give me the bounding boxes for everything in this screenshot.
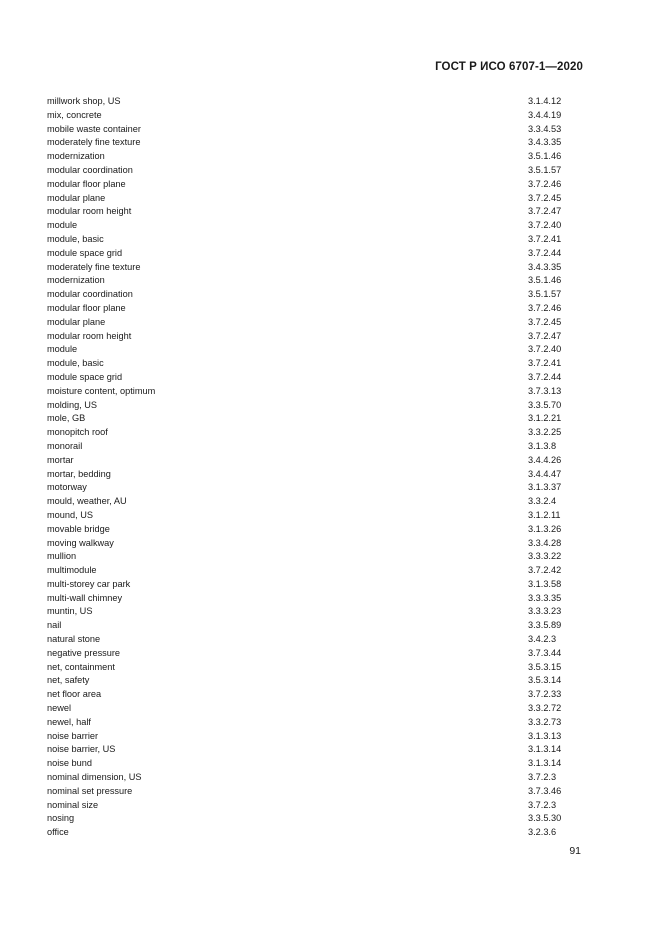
index-entry	[47, 647, 578, 661]
index-term: module	[47, 220, 78, 231]
index-ref: 3.5.1.46	[528, 151, 562, 162]
index-term: module space grid	[47, 371, 123, 382]
index-entry	[47, 371, 578, 385]
index-entry	[47, 219, 578, 233]
index-ref: 3.7.2.3	[528, 799, 557, 810]
index-ref: 3.4.4.47	[528, 468, 562, 479]
index-term: nominal size	[47, 799, 99, 810]
index-ref: 3.7.2.46	[528, 302, 562, 313]
index-entry	[47, 385, 578, 399]
index-term: negative pressure	[47, 647, 121, 658]
index-term: mix, concrete	[47, 109, 102, 120]
index-ref: 3.1.3.26	[528, 523, 562, 534]
index-entry	[47, 192, 578, 206]
index-term: module	[47, 344, 78, 355]
index-term: modular coordination	[47, 289, 133, 300]
index-ref: 3.4.3.35	[528, 261, 562, 272]
index-term: moderately fine texture	[47, 137, 141, 148]
index-term: molding, US	[47, 399, 98, 410]
index-entry	[47, 674, 578, 688]
index-ref: 3.7.3.46	[528, 785, 562, 796]
index-ref: 3.7.2.46	[528, 178, 562, 189]
index-term: noise barrier, US	[47, 744, 116, 755]
index-ref: 3.4.4.19	[528, 109, 562, 120]
index-ref: 3.3.5.89	[528, 620, 562, 631]
index-term: modular room height	[47, 206, 132, 217]
index-ref: 3.4.4.26	[528, 454, 562, 465]
index-entry	[47, 743, 578, 757]
index-entry	[47, 178, 578, 192]
index-ref: 3.7.2.3	[528, 772, 557, 783]
index-ref: 3.3.2.25	[528, 427, 562, 438]
index-ref: 3.3.5.30	[528, 813, 562, 824]
index-ref: 3.7.2.41	[528, 233, 562, 244]
index-entry	[47, 440, 578, 454]
index-term: nail	[47, 620, 62, 631]
index-term: modular room height	[47, 330, 132, 341]
index-entry	[47, 495, 578, 509]
index-entry	[47, 233, 578, 247]
document-header: ГОСТ Р ИСО 6707-1—2020	[435, 61, 583, 73]
index-ref: 3.2.3.6	[528, 827, 557, 838]
index-term: mould, weather, AU	[47, 496, 127, 507]
index-term: modular plane	[47, 192, 106, 203]
index-ref: 3.1.3.14	[528, 758, 562, 769]
index-entry	[47, 123, 578, 137]
index-ref: 3.1.3.58	[528, 578, 562, 589]
index-entry	[47, 357, 578, 371]
index-ref: 3.3.5.70	[528, 399, 562, 410]
index-term: monorail	[47, 440, 83, 451]
index-ref: 3.5.1.57	[528, 289, 562, 300]
index-entry	[47, 136, 578, 150]
index-term: module, basic	[47, 233, 104, 244]
index-term: multi-storey car park	[47, 578, 131, 589]
index-ref: 3.7.2.42	[528, 565, 562, 576]
index-ref: 3.7.2.44	[528, 247, 562, 258]
index-term: net, containment	[47, 661, 115, 672]
index-term: natural stone	[47, 634, 101, 645]
index-term: millwork shop, US	[47, 96, 121, 106]
index-term: nominal dimension, US	[47, 772, 142, 783]
index-entry	[47, 509, 578, 523]
index-ref: 3.3.4.53	[528, 123, 562, 134]
index-term: mound, US	[47, 509, 93, 520]
index-ref: 3.1.3.8	[528, 440, 557, 451]
index-entry	[47, 661, 578, 675]
index-entry	[47, 688, 578, 702]
index-entry	[47, 164, 578, 178]
index-ref: 3.7.2.47	[528, 330, 562, 341]
index-term: mobile waste container	[47, 123, 141, 134]
index-entry	[47, 399, 578, 413]
index-term: modular floor plane	[47, 178, 126, 189]
index-entry	[47, 812, 578, 826]
index-term: nominal set pressure	[47, 785, 133, 796]
index-entry	[47, 785, 578, 799]
index-term: monopitch roof	[47, 427, 108, 438]
index-term: muntin, US	[47, 606, 93, 617]
index-term: modernization	[47, 151, 105, 162]
index-entry	[47, 330, 578, 344]
page-number: 91	[569, 845, 581, 857]
index-term: mortar	[47, 454, 74, 465]
index-ref: 3.7.2.41	[528, 358, 562, 369]
index-entry	[47, 261, 578, 275]
index-entry	[47, 247, 578, 261]
index-term: modular plane	[47, 316, 106, 327]
index-entry	[47, 274, 578, 288]
index-entry	[47, 771, 578, 785]
index-term: module, basic	[47, 358, 104, 369]
index-entry	[47, 205, 578, 219]
index-term: multi-wall chimney	[47, 592, 123, 603]
index-term: noise barrier	[47, 730, 99, 741]
index-entry	[47, 578, 578, 592]
index-entry	[47, 826, 578, 840]
index-entry	[47, 619, 578, 633]
index-ref: 3.1.2.11	[528, 509, 561, 520]
index-entry	[47, 468, 578, 482]
index-entry	[47, 302, 578, 316]
index-ref: 3.5.1.46	[528, 275, 562, 286]
index-entry	[47, 95, 578, 109]
index-entry	[47, 288, 578, 302]
index-ref: 3.4.3.35	[528, 137, 562, 148]
index-ref: 3.1.3.13	[528, 730, 562, 741]
index-entry	[47, 316, 578, 330]
index-ref: 3.3.2.72	[528, 703, 562, 714]
index-term: modular floor plane	[47, 302, 126, 313]
index-entry	[47, 343, 578, 357]
index-list	[47, 95, 578, 840]
index-ref: 3.7.2.33	[528, 689, 562, 700]
index-term: moving walkway	[47, 537, 114, 548]
index-entry	[47, 412, 578, 426]
index-term: modular coordination	[47, 164, 133, 175]
index-term: mullion	[47, 551, 77, 562]
index-ref: 3.7.2.40	[528, 220, 562, 231]
index-term: office	[47, 827, 69, 838]
index-ref: 3.3.2.73	[528, 716, 562, 727]
index-ref: 3.3.3.22	[528, 551, 562, 562]
index-entry	[47, 523, 578, 537]
index-entry	[47, 481, 578, 495]
index-term: moisture content, optimum	[47, 385, 156, 396]
index-term: motorway	[47, 482, 87, 493]
index-entry	[47, 150, 578, 164]
index-ref: 3.7.2.40	[528, 344, 562, 355]
index-entry	[47, 426, 578, 440]
index-ref: 3.1.3.14	[528, 744, 562, 755]
index-ref: 3.3.2.4	[528, 496, 557, 507]
index-term: modernization	[47, 275, 105, 286]
index-entry	[47, 757, 578, 771]
index-entry	[47, 799, 578, 813]
index-term: nosing	[47, 813, 75, 824]
index-ref: 3.4.2.3	[528, 634, 557, 645]
index-entry	[47, 716, 578, 730]
index-entry	[47, 550, 578, 564]
index-entry	[47, 730, 578, 744]
index-ref: 3.7.2.45	[528, 192, 562, 203]
index-term: module space grid	[47, 247, 123, 258]
index-term: newel, half	[47, 716, 91, 727]
index-ref: 3.3.3.23	[528, 606, 562, 617]
index-ref: 3.1.4.12	[528, 96, 562, 106]
index-ref: 3.1.3.37	[528, 482, 562, 493]
index-entry	[47, 454, 578, 468]
index-term: movable bridge	[47, 523, 110, 534]
index-entry	[47, 109, 578, 123]
index-term: net floor area	[47, 689, 102, 700]
index-term: multimodule	[47, 565, 97, 576]
index-ref: 3.1.2.21	[528, 413, 562, 424]
index-ref: 3.3.3.35	[528, 592, 562, 603]
index-entry	[47, 564, 578, 578]
index-entry	[47, 702, 578, 716]
index-ref: 3.5.1.57	[528, 164, 562, 175]
index-ref: 3.7.2.47	[528, 206, 562, 217]
index-ref: 3.5.3.14	[528, 675, 562, 686]
index-term: mortar, bedding	[47, 468, 111, 479]
index-entry	[47, 633, 578, 647]
index-term: noise bund	[47, 758, 92, 769]
index-ref: 3.3.4.28	[528, 537, 562, 548]
index-term: newel	[47, 703, 72, 714]
index-ref: 3.7.2.45	[528, 316, 562, 327]
index-entry	[47, 592, 578, 606]
index-entry	[47, 537, 578, 551]
index-ref: 3.7.3.13	[528, 385, 562, 396]
index-entry	[47, 605, 578, 619]
index-ref: 3.5.3.15	[528, 661, 562, 672]
index-term: moderately fine texture	[47, 261, 141, 272]
index-ref: 3.7.3.44	[528, 647, 562, 658]
index-term: mole, GB	[47, 413, 86, 424]
index-term: net, safety	[47, 675, 90, 686]
index-ref: 3.7.2.44	[528, 371, 562, 382]
